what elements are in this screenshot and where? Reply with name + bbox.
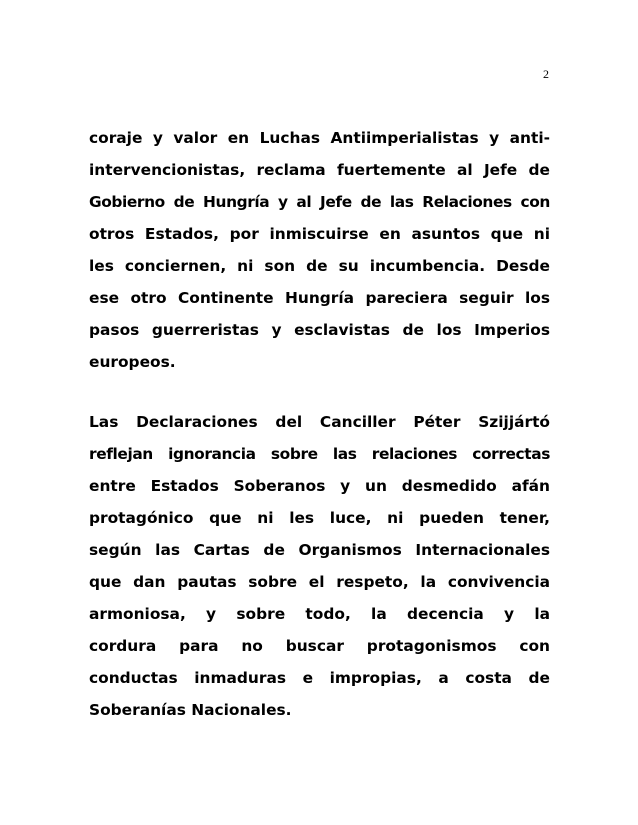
text-line: que dan pautas sobre el respeto, la convivencia bbox=[89, 573, 550, 591]
text-line: intervencionistas, reclama fuertemente al Jefe de bbox=[89, 161, 550, 179]
text-line: entre Estados Soberanos y un desmedido afán bbox=[89, 477, 550, 495]
page-number: 2 bbox=[543, 67, 549, 81]
text-line: coraje y valor en Luchas Antiimperialistas y anti- bbox=[89, 129, 550, 147]
paragraph-2 bbox=[89, 406, 550, 726]
text-line: Gobierno de Hungría y al Jefe de las Relaciones con bbox=[89, 193, 550, 211]
text-line: pasos guerreristas y esclavistas de los Imperios bbox=[89, 321, 550, 339]
text-line: reflejan ignorancia sobre las relaciones correctas bbox=[89, 445, 550, 463]
text-line: les conciernen, ni son de su incumbencia. Desde bbox=[89, 257, 550, 275]
text-line: protagónico que ni les luce, ni pueden tener, bbox=[89, 509, 550, 527]
text-line: Soberanías Nacionales. bbox=[89, 701, 292, 719]
text-line: armoniosa, y sobre todo, la decencia y la bbox=[89, 605, 550, 623]
text-line: conductas inmaduras e impropias, a costa de bbox=[89, 669, 550, 687]
text-line: otros Estados, por inmiscuirse en asuntos que ni bbox=[89, 225, 550, 243]
text-line: cordura para no buscar protagonismos con bbox=[89, 637, 550, 655]
paragraph-1 bbox=[89, 122, 550, 378]
text-line: europeos. bbox=[89, 353, 176, 371]
text-line: ese otro Continente Hungría pareciera seguir los bbox=[89, 289, 550, 307]
text-line: según las Cartas de Organismos Internacionales bbox=[89, 541, 550, 559]
text-line: Las Declaraciones del Canciller Péter Szijjártó bbox=[89, 413, 550, 431]
